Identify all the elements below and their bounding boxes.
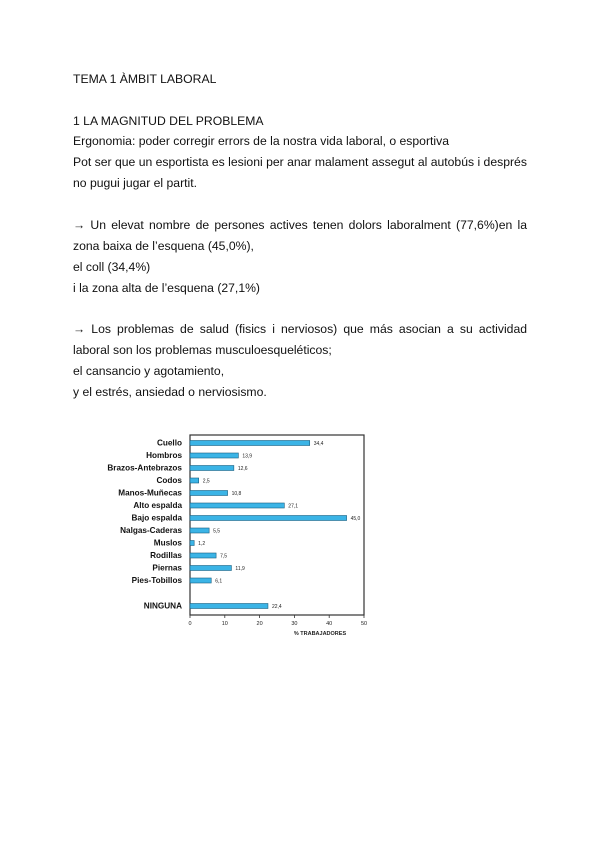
value-label: 13,9	[242, 453, 253, 460]
x-tick-label: 50	[360, 621, 368, 627]
bar	[190, 453, 238, 458]
bar	[190, 604, 268, 609]
value-label: 2,5	[202, 478, 210, 485]
category-label: NINGUNA	[143, 601, 182, 611]
paragraph-dolors-line3: el coll (34,4%)	[73, 260, 151, 274]
value-label: 7,5	[220, 553, 228, 560]
x-tick-label: 30	[291, 621, 298, 627]
category-label: Bajo espalda	[131, 513, 182, 523]
value-label: 11,9	[235, 566, 245, 572]
section-heading: 1 LA MAGNITUD DEL PROBLEMA	[73, 114, 264, 128]
bar	[190, 566, 231, 571]
chart-svg	[100, 430, 390, 645]
bar	[190, 478, 199, 483]
paragraph-salud-line2: laboral son los problemas musculoesqueléticos;	[73, 343, 332, 357]
bar	[190, 441, 310, 446]
category-label: Manos-Muñecas	[118, 488, 182, 498]
x-axis-label: % TRABAJADORES	[293, 631, 347, 637]
x-axis-ticks	[188, 615, 367, 627]
value-label: 45,0	[350, 516, 361, 522]
paragraph-dolors-line2: zona baixa de l’esquena (45,0%),	[73, 239, 254, 253]
bar	[190, 503, 284, 508]
paragraph-salud-line1: → Los problemas de salud (fisics i nerviosos) que más asocian a su actividad	[73, 322, 527, 336]
paragraph-dolors-line1: → Un elevat nombre de persones actives tenen dolors laboralment (77,6%)en la	[73, 218, 527, 232]
value-label: 34,4	[313, 441, 324, 447]
bar	[190, 466, 234, 471]
value-label: 22,4	[271, 604, 282, 610]
value-label: 6,1	[215, 578, 223, 585]
x-tick-label: 20	[256, 621, 263, 627]
x-tick-label: 40	[326, 621, 333, 627]
category-label: Brazos-Antebrazos	[107, 463, 182, 473]
bar	[190, 491, 228, 496]
paragraph-esportista-line2: no pugui jugar el partit.	[73, 176, 197, 190]
category-label: Cuello	[156, 438, 182, 448]
paragraph-salud-line4: y el estrés, ansiedad o nerviosismo.	[73, 385, 267, 399]
value-label: 12,6	[237, 466, 248, 472]
category-label: Codos	[156, 476, 182, 485]
value-label: 10,8	[231, 491, 242, 497]
category-label: Rodillas	[150, 551, 182, 560]
category-label: Pies-Tobillos	[131, 576, 182, 585]
bar	[190, 516, 347, 521]
category-label: Alto espalda	[133, 501, 182, 510]
plot-frame	[190, 435, 364, 615]
category-label: Hombros	[146, 451, 182, 460]
value-label: 5,5	[213, 528, 221, 535]
bar	[190, 553, 216, 558]
paragraph-dolors-line4: i la zona alta de l’esquena (27,1%)	[73, 281, 260, 295]
bar	[190, 541, 194, 546]
body-pain-chart	[100, 430, 390, 645]
value-label: 1,2	[198, 541, 206, 547]
category-label: Muslos	[153, 538, 182, 548]
category-label: Piernas	[152, 563, 182, 573]
bar	[190, 528, 209, 533]
paragraph-ergonomia: Ergonomia: poder corregir errors de la nostra vida laboral, o esportiva	[73, 134, 449, 148]
x-tick-label: 0	[188, 621, 192, 627]
paragraph-esportista-line1: Pot ser que un esportista es lesioni per anar malament assegut al autobús i després	[73, 155, 527, 169]
doc-title: TEMA 1 ÀMBIT LABORAL	[73, 72, 217, 86]
bar	[190, 578, 211, 583]
value-label: 27,1	[288, 503, 299, 510]
x-tick-label: 10	[221, 621, 228, 627]
category-labels	[107, 439, 182, 611]
category-label: Nalgas-Caderas	[120, 526, 182, 535]
paragraph-salud-line3: el cansancio y agotamiento,	[73, 364, 225, 378]
